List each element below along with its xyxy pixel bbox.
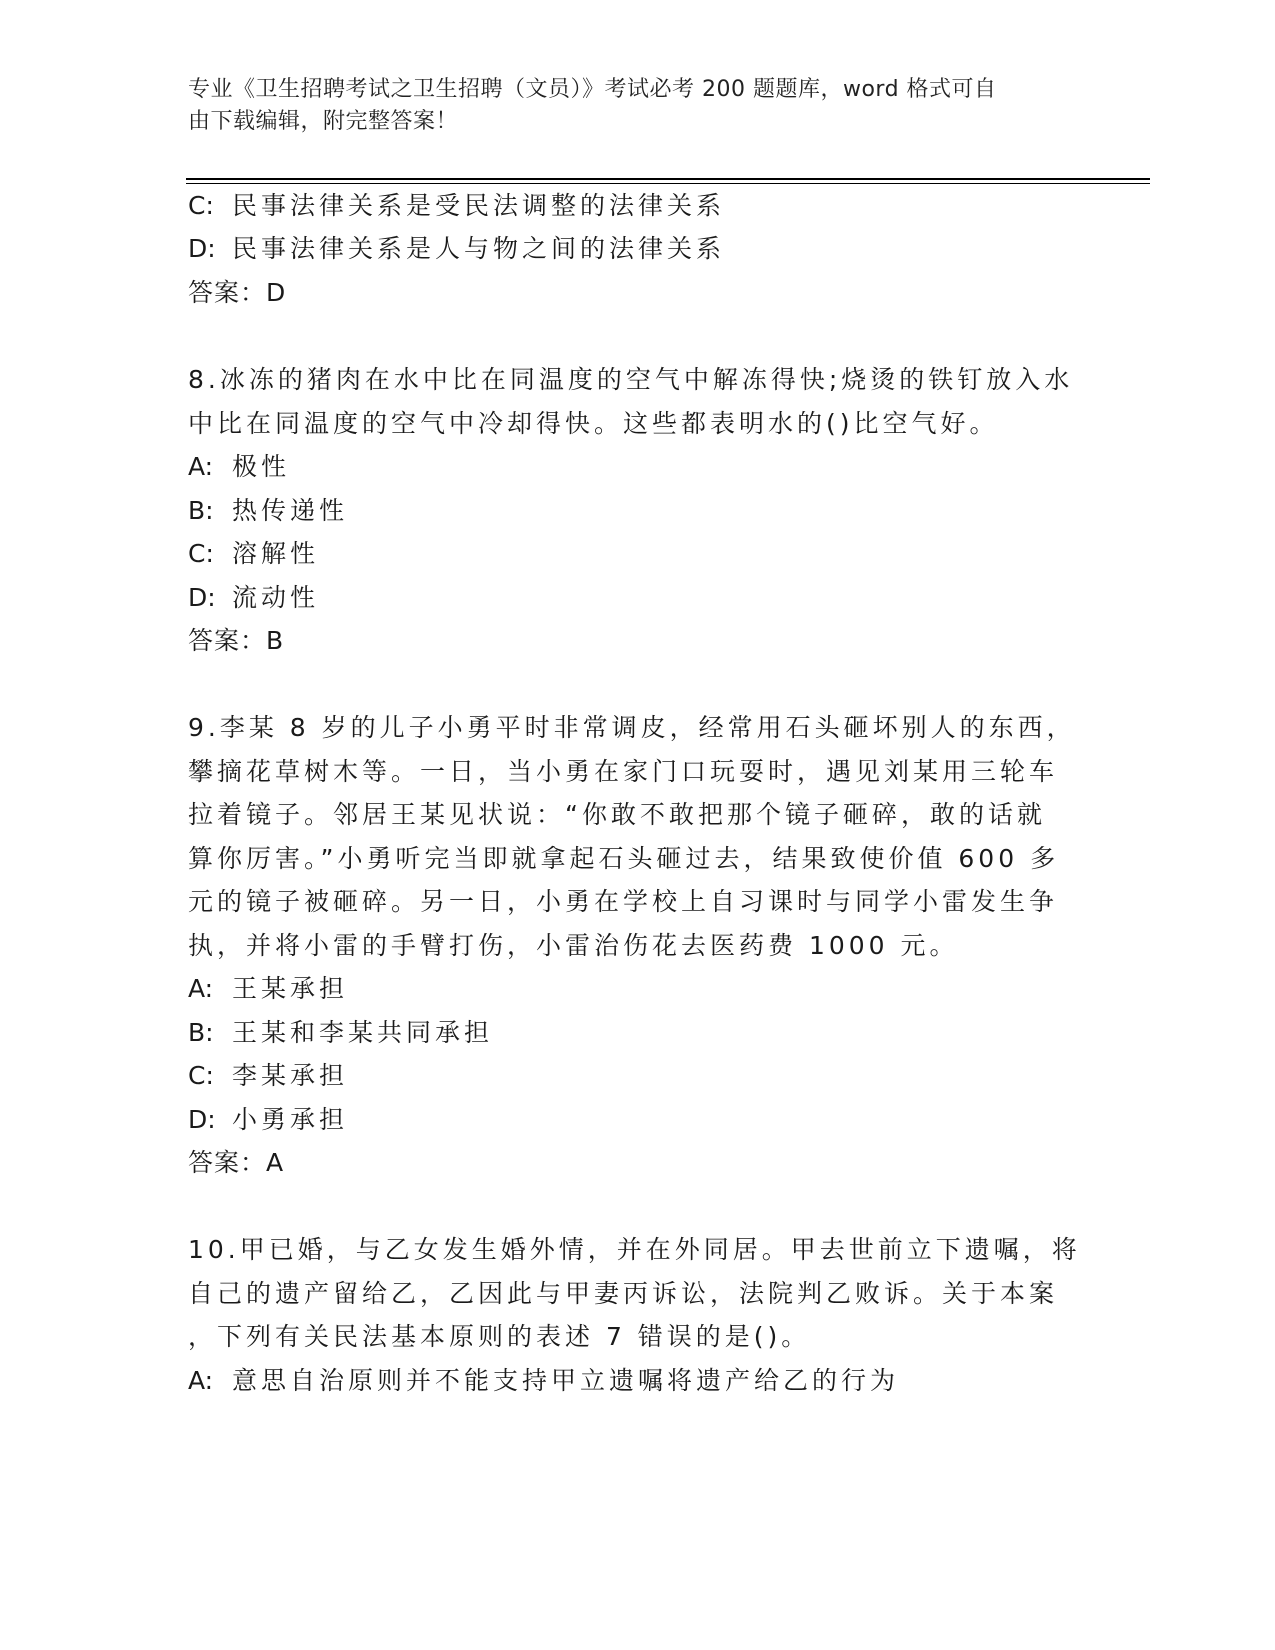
option-label: A: [188,1366,214,1395]
q7-option-d [188,234,725,264]
q9-stem-line-2: 攀摘花草树木等。一日，当小勇在家门口玩耍时，遇见刘某用三轮车 [188,757,1059,786]
option-label: A: [188,452,214,481]
q8-option-d [188,583,319,613]
option-text: 李某承担 [232,1061,349,1090]
option-text: 极性 [232,452,291,481]
option-text: 民事法律关系是受民法调整的法律关系 [232,191,726,220]
q10-stem-line-3: ，下列有关民法基本原则的表述 7 错误的是()。 [188,1322,811,1351]
option-label: D: [188,1105,216,1134]
option-label: A: [188,974,214,1003]
option-text: 流动性 [232,583,320,612]
q9-stem-line-6: 执，并将小雷的手臂打伤，小雷治伤花去医药费 1000 元。 [188,931,959,960]
option-label: C: [188,191,214,220]
q9-stem-line-5: 元的镜子被砸碎。另一日，小勇在学校上自习课时与同学小雷发生争 [188,887,1059,916]
option-label: C: [188,1061,214,1090]
q8-stem-line-2: 中比在同温度的空气中冷却得快。这些都表明水的()比空气好。 [188,409,999,438]
q9-option-c [188,1061,348,1091]
option-label: D: [188,234,216,263]
q9-stem-line-4: 算你厉害。”小勇听完当即就拿起石头砸过去，结果致使价值 600 多 [188,844,1060,873]
option-text: 王某承担 [232,974,349,1003]
q10-stem-line-2: 自己的遗产留给乙，乙因此与甲妻丙诉讼，法院判乙败诉。关于本案 [188,1279,1059,1308]
option-text: 王某和李某共同承担 [232,1018,494,1047]
q9-answer: 答案：A [188,1148,285,1177]
option-text: 溶解性 [232,539,320,568]
q10-option-a [188,1366,899,1396]
option-text: 热传递性 [232,496,349,525]
option-text: 小勇承担 [232,1105,349,1134]
option-label: B: [188,1018,214,1047]
q10-stem-line-1: 10.甲已婚，与乙女发生婚外情，并在外同居。甲去世前立下遗嘱，将 [188,1235,1081,1264]
option-label: B: [188,496,214,525]
header-line-2: 由下载编辑，附完整答案！ [188,109,459,134]
q7-option-c [188,191,725,221]
q8-answer: 答案：B [188,626,285,655]
document-header [188,74,1068,138]
q8-stem-line-1: 8.冰冻的猪肉在水中比在同温度的空气中解冻得快;烧烫的铁钉放入水 [188,365,1074,394]
q9-option-d [188,1105,348,1135]
option-text: 民事法律关系是人与物之间的法律关系 [232,234,726,263]
option-label: C: [188,539,214,568]
q9-stem-line-3: 拉着镜子。邻居王某见状说：“你敢不敢把那个镜子砸碎，敢的话就 [188,800,1046,829]
header-line-1: 专业《卫生招聘考试之卫生招聘（文员）》考试必考 200 题题库，word 格式可自 [188,77,997,102]
option-text: 意思自治原则并不能支持甲立遗嘱将遗产给乙的行为 [232,1366,900,1395]
q8-option-a [188,452,290,482]
q9-option-a [188,974,348,1004]
header-rule-thick [186,178,1150,180]
q9-option-b [188,1018,493,1048]
q7-answer: 答案：D [188,278,287,307]
q8-option-b [188,496,348,526]
q9-stem-line-1: 9.李某 8 岁的儿子小勇平时非常调皮，经常用石头砸坏别人的东西， [188,713,1076,742]
header-rule-thin [186,183,1150,184]
option-label: D: [188,583,216,612]
q8-option-c [188,539,319,569]
